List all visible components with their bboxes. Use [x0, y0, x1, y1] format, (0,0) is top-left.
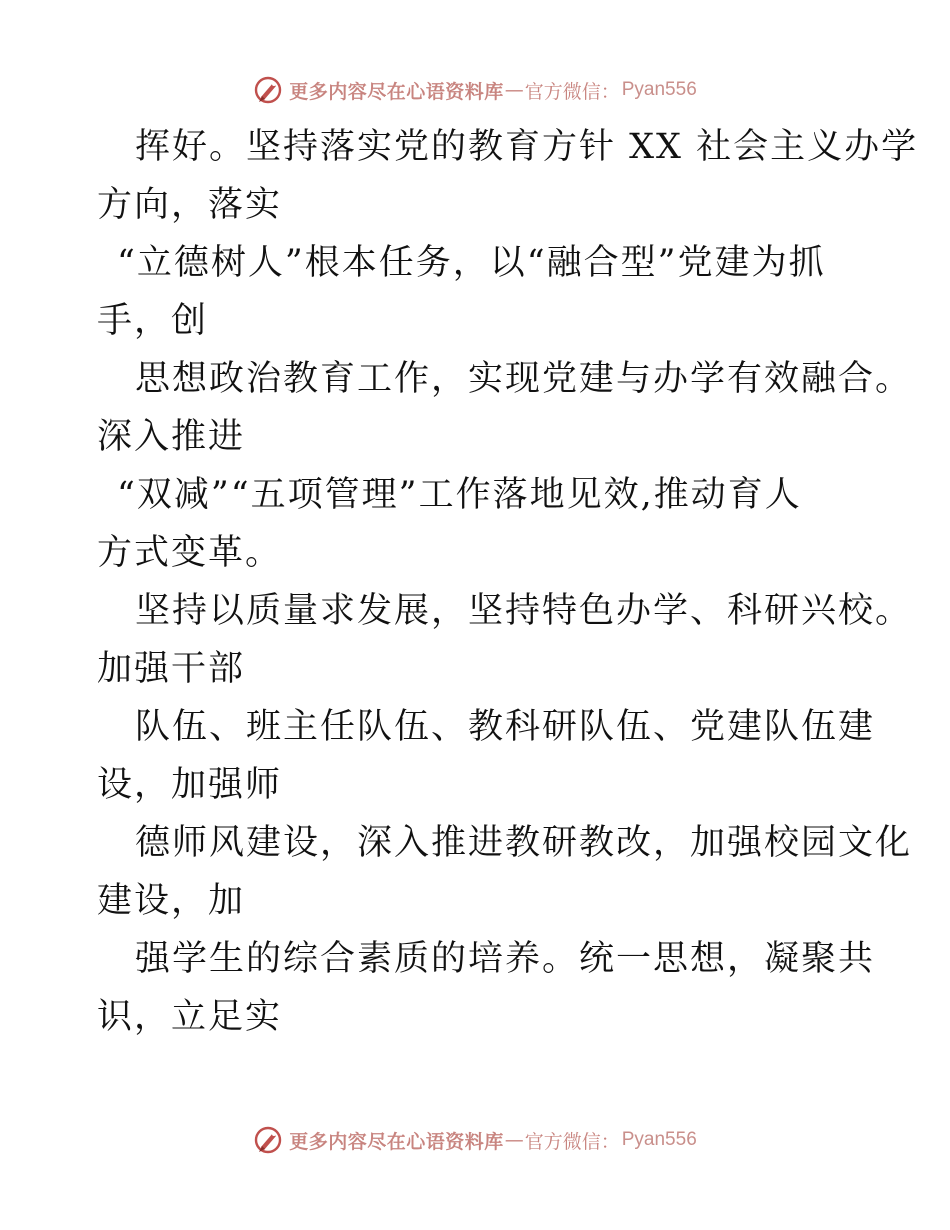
text-line: 队伍、班主任队伍、教科研队伍、党建队伍建: [135, 707, 876, 747]
watermark-account: Pyan556: [621, 1129, 697, 1150]
text-line: 深入推进: [97, 417, 246, 457]
text-line: “立德树人”根本任务，以“融合型”党建为抓: [117, 243, 826, 283]
pen-logo-icon: [253, 75, 283, 105]
watermark-label: 官方微信：: [524, 1130, 620, 1153]
text-line: 德师风建设，深入推进教研教改，加强校园文化: [135, 823, 913, 863]
text-line: 手，创: [97, 301, 209, 341]
watermark-account: Pyan556: [621, 79, 697, 100]
text-line: 思想政治教育工作，实现党建与办学有效融合。: [135, 359, 913, 399]
watermark-separator: —: [504, 79, 524, 101]
watermark-footer: [0, 1120, 950, 1160]
text-line: 方式变革。: [97, 533, 283, 573]
text-line: 识，立足实: [97, 997, 283, 1037]
watermark-brand: 更多内容尽在心语资料库: [289, 80, 504, 103]
watermark-label: 官方微信：: [524, 80, 620, 103]
watermark-header: [0, 70, 950, 110]
text-line: 挥好。坚持落实党的教育方针 XX 社会主义办学: [135, 127, 919, 167]
text-line: 强学生的综合素质的培养。统一思想，凝聚共: [135, 939, 876, 979]
text-line: “双减”“五项管理”工作落地见效,推动育人: [117, 475, 802, 515]
watermark-separator: —: [504, 1129, 524, 1151]
pen-logo-icon: [253, 1125, 283, 1155]
text-line: 设，加强师: [97, 765, 283, 805]
text-line: 方向，落实: [97, 185, 283, 225]
text-line: 坚持以质量求发展，坚持特色办学、科研兴校。: [135, 591, 913, 631]
text-line: 建设，加: [97, 881, 246, 921]
watermark-brand: 更多内容尽在心语资料库: [289, 1130, 504, 1153]
document-body: [97, 118, 919, 1046]
text-line: 加强干部: [97, 649, 246, 689]
